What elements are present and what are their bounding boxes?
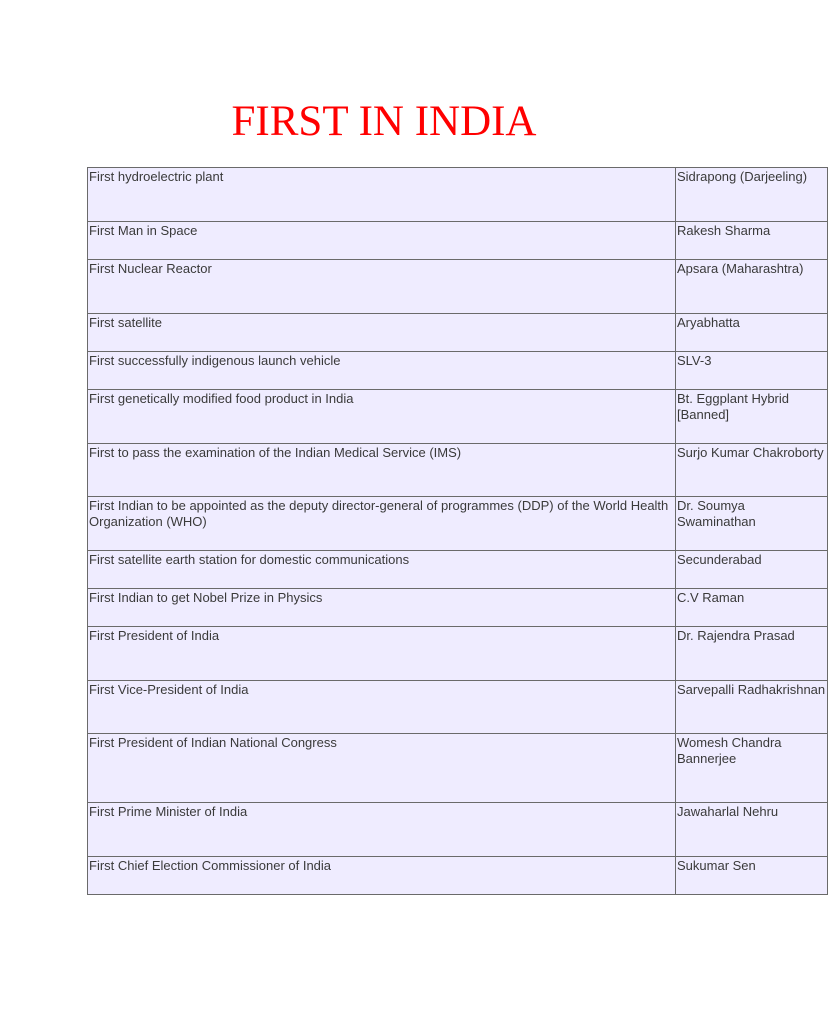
table-row [88, 497, 828, 551]
fact-value-cell [676, 260, 828, 314]
fact-label-cell [88, 627, 676, 681]
fact-label-cell [88, 551, 676, 589]
table-row [88, 681, 828, 734]
fact-label-cell [88, 314, 676, 352]
fact-value: Apsara (Maharashtra) [677, 261, 804, 276]
fact-value-cell [676, 681, 828, 734]
table-row [88, 627, 828, 681]
table-row [88, 857, 828, 895]
fact-label-cell [88, 444, 676, 497]
fact-value: Jawaharlal Nehru [677, 804, 779, 819]
fact-value: Surjo Kumar Chakroborty [677, 445, 824, 460]
fact-value: Sidrapong (Darjeeling) [677, 169, 808, 184]
table-row [88, 314, 828, 352]
fact-label-cell [88, 222, 676, 260]
fact-label-cell [88, 390, 676, 444]
fact-label: First Indian to be appointed as the deputy director-general of programmes (DDP) of the World Health Organization (WHO) [89, 498, 669, 529]
table-row [88, 352, 828, 390]
fact-value: Aryabhatta [677, 315, 740, 330]
fact-label-cell [88, 734, 676, 803]
fact-label-cell [88, 168, 676, 222]
table-row [88, 168, 828, 222]
fact-label: First Nuclear Reactor [89, 261, 212, 276]
fact-label: First successfully indigenous launch vehicle [89, 353, 341, 368]
fact-label: First satellite [89, 315, 162, 330]
facts-table [87, 167, 828, 895]
fact-value-cell [676, 551, 828, 589]
fact-value: SLV-3 [677, 353, 712, 368]
fact-label: First Indian to get Nobel Prize in Physics [89, 590, 323, 605]
fact-value-cell [676, 627, 828, 681]
table-row [88, 390, 828, 444]
table-row [88, 551, 828, 589]
fact-label-cell [88, 857, 676, 895]
fact-value: Bt. Eggplant Hybrid [Banned] [677, 391, 790, 422]
fact-label-cell [88, 260, 676, 314]
fact-value-cell [676, 734, 828, 803]
fact-value: Sukumar Sen [677, 858, 756, 873]
fact-label: First genetically modified food product in India [89, 391, 354, 406]
fact-label-cell [88, 352, 676, 390]
fact-value-cell [676, 857, 828, 895]
fact-value-cell [676, 352, 828, 390]
fact-value-cell [676, 497, 828, 551]
page-title: FIRST IN INDIA [231, 98, 537, 145]
fact-label-cell [88, 589, 676, 627]
fact-value-cell [676, 222, 828, 260]
fact-label-cell [88, 803, 676, 857]
fact-label: First Man in Space [89, 223, 198, 238]
fact-value-cell [676, 803, 828, 857]
fact-label-cell [88, 497, 676, 551]
fact-label: First Chief Election Commissioner of India [89, 858, 332, 873]
table-row [88, 444, 828, 497]
fact-value-cell [676, 589, 828, 627]
fact-value: Secunderabad [677, 552, 762, 567]
fact-label: First President of India [89, 628, 220, 643]
fact-value: Rakesh Sharma [677, 223, 771, 238]
fact-value-cell [676, 390, 828, 444]
fact-value: Dr. Soumya Swaminathan [677, 498, 756, 529]
table-row [88, 260, 828, 314]
fact-label: First to pass the examination of the Indian Medical Service (IMS) [89, 445, 462, 460]
fact-label: First hydroelectric plant [89, 169, 224, 184]
table-row [88, 734, 828, 803]
fact-value: Sarvepalli Radhakrishnan [677, 682, 826, 697]
table-row [88, 222, 828, 260]
fact-label: First Vice-President of India [89, 682, 249, 697]
facts-table-container [87, 167, 826, 895]
facts-table-body [88, 168, 828, 895]
fact-label-cell [88, 681, 676, 734]
fact-value: C.V Raman [677, 590, 745, 605]
fact-value-cell [676, 314, 828, 352]
fact-label: First Prime Minister of India [89, 804, 248, 819]
fact-value: Dr. Rajendra Prasad [677, 628, 795, 643]
fact-label: First President of Indian National Congress [89, 735, 337, 750]
fact-value-cell [676, 444, 828, 497]
fact-label: First satellite earth station for domestic communications [89, 552, 410, 567]
fact-value: Womesh Chandra Bannerjee [677, 735, 782, 766]
table-row [88, 803, 828, 857]
table-row [88, 589, 828, 627]
fact-value-cell [676, 168, 828, 222]
